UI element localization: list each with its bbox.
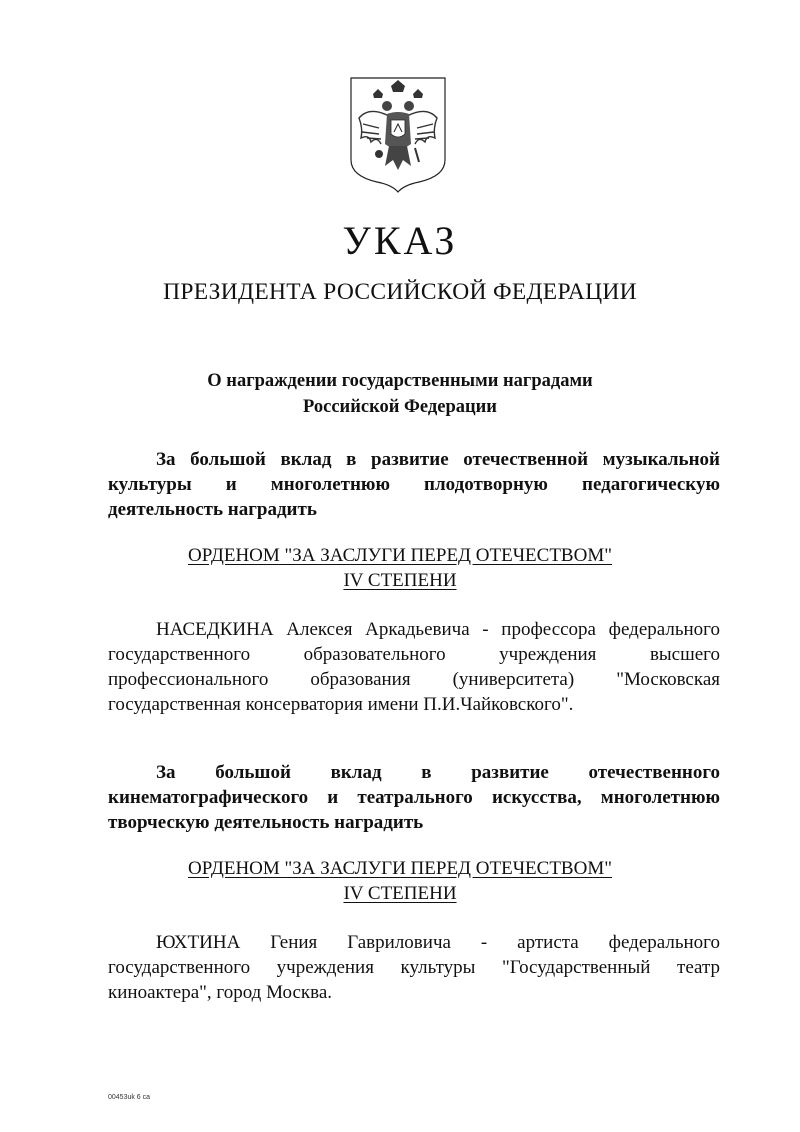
reason-line: кинематографического и театрального искусства, многолетнюю xyxy=(108,787,720,808)
heading-line: Российской Федерации xyxy=(303,397,497,417)
recipient-line: государственного учреждения культуры "Государственный театр xyxy=(108,957,720,978)
document-code: 00453uk 6 ca xyxy=(108,1094,151,1101)
reason-line: За большой вклад в развитие отечественного xyxy=(156,762,720,783)
award-degree: IV СТЕПЕНИ xyxy=(343,883,457,904)
reason-line: культуры и многолетнюю плодотворную педагогическую xyxy=(108,474,720,495)
reason-line: творческую деятельность наградить xyxy=(108,812,424,833)
coat-of-arms-icon xyxy=(349,76,447,194)
recipient-line: профессионального образования (университета) "Московская xyxy=(108,669,720,690)
heading-line: О награждении государственными наградами xyxy=(207,371,593,391)
section2-award xyxy=(0,856,800,906)
reason-line: деятельность наградить xyxy=(108,499,317,520)
award-name: ОРДЕНОМ "ЗА ЗАСЛУГИ ПЕРЕД ОТЕЧЕСТВОМ" xyxy=(188,545,612,566)
section2-recipient xyxy=(108,930,720,1005)
recipient-line: государственного образовательного учреждения высшего xyxy=(108,644,720,665)
section1-award xyxy=(0,543,800,593)
document-title: УКАЗ xyxy=(342,218,458,263)
award-name: ОРДЕНОМ "ЗА ЗАСЛУГИ ПЕРЕД ОТЕЧЕСТВОМ" xyxy=(188,858,612,879)
decree-heading xyxy=(0,368,800,420)
reason-line: За большой вклад в развитие отечественной музыкальной xyxy=(156,449,720,470)
recipient-line: киноактера", город Москва. xyxy=(108,982,333,1003)
recipient-line: НАСЕДКИНА Алексея Аркадьевича - профессора федерального xyxy=(156,619,720,640)
recipient-line: ЮХТИНА Гения Гавриловича - артиста федерального xyxy=(156,932,720,953)
section1-reason xyxy=(108,447,720,522)
recipient-line: государственная консерватория имени П.И.Чайковского". xyxy=(108,694,574,715)
document-subtitle: ПРЕЗИДЕНТА РОССИЙСКОЙ ФЕДЕРАЦИИ xyxy=(163,279,637,305)
section1-recipient xyxy=(108,617,720,717)
section2-reason xyxy=(108,760,720,835)
award-degree: IV СТЕПЕНИ xyxy=(343,570,457,591)
